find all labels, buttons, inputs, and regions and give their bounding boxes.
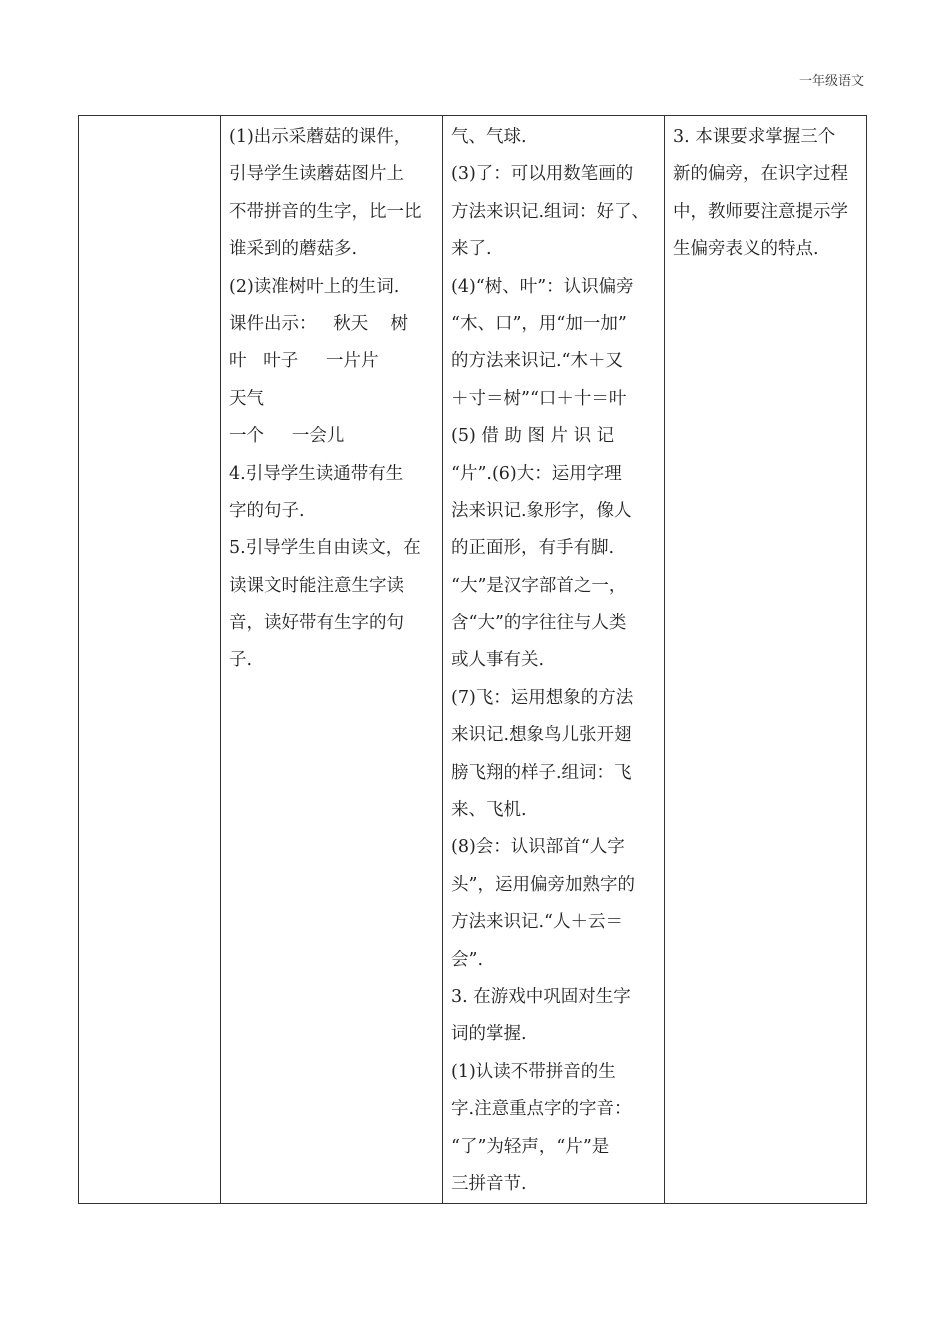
text-line: “大”是汉字部首之一，	[451, 575, 627, 596]
text-line: 的方法来识记.“木＋又	[451, 351, 624, 372]
text-line: 方法来识记.组词：好了、	[451, 201, 650, 222]
cell-content	[443, 116, 664, 1203]
text-line: 一个 一会儿	[229, 426, 345, 447]
text-line: 谁采到的蘑菇多.	[229, 239, 358, 260]
text-line: 来识记.想象鸟儿张开翅	[451, 725, 632, 746]
text-line: (3)了：可以用数笔画的	[451, 164, 634, 185]
text-line: (1)认读不带拼音的生	[451, 1061, 616, 1082]
text-line: “了”为轻声，“片”是	[451, 1136, 610, 1157]
text-line: “木、口”，用“加一加”	[451, 313, 627, 334]
text-line: 含“大”的字往往与人类	[451, 613, 627, 634]
page-header-subject: 一年级语文	[798, 74, 864, 89]
text-line: 音，读好带有生字的句	[229, 613, 404, 634]
table-cell-column-1	[79, 116, 221, 1204]
text-line: ＋寸＝树”“口＋十＝叶	[451, 388, 627, 409]
text-line: 头”，运用偏旁加熟字的	[451, 874, 635, 895]
text-line: 叶 叶子 一片片	[229, 351, 379, 372]
text-line: 会”.	[451, 949, 484, 970]
text-line: 子.	[229, 650, 253, 671]
text-line: 读课文时能注意生字读	[229, 575, 404, 596]
text-line: (2)读准树叶上的生词.	[229, 276, 400, 297]
text-line: 生偏旁表义的特点.	[673, 239, 819, 260]
text-line: 引导学生读蘑菇图片上	[229, 164, 404, 185]
text-line: 来了.	[451, 239, 492, 260]
text-line: 三拼音节.	[451, 1173, 527, 1194]
text-line: 课件出示： 秋天 树	[229, 313, 408, 334]
table-cell-teacher-activity	[221, 116, 443, 1204]
text-line: 不带拼音的生字，比一比	[229, 201, 422, 222]
text-line: 新的偏旁，在识字过程	[673, 164, 848, 185]
text-line: 或人事有关.	[451, 650, 545, 671]
text-line: 5.引导学生自由读文，在	[229, 538, 421, 559]
table-cell-design-intent	[665, 116, 867, 1204]
text-line: 字的句子.	[229, 500, 305, 521]
lesson-plan-table	[78, 115, 867, 1204]
text-line: 词的掌握.	[451, 1024, 527, 1045]
text-line: “片”.(6)大：运用字理	[451, 463, 622, 484]
text-line: 3. 本课要求掌握三个	[673, 127, 836, 147]
cell-content	[665, 116, 866, 269]
text-line: 天气	[229, 388, 264, 409]
text-line: 方法来识记.“人＋云＝	[451, 912, 624, 933]
cell-content	[221, 116, 442, 680]
text-line: 的正面形，有手有脚.	[451, 538, 615, 559]
text-line: 3. 在游戏中巩固对生字	[451, 986, 631, 1007]
text-line: (5) 借 助 图 片 识 记	[451, 426, 615, 447]
table-row	[79, 116, 867, 1204]
text-line: 膀飞翔的样子.组词：飞	[451, 762, 632, 783]
text-line: (1)出示采蘑菇的课件，	[229, 127, 412, 147]
text-line: 中，教师要注意提示学	[673, 201, 848, 222]
table-cell-student-activity	[443, 116, 665, 1204]
text-line: (8)会：认识部首“人字	[451, 837, 625, 858]
text-line: (7)飞：运用想象的方法	[451, 687, 634, 708]
cell-content	[79, 116, 220, 119]
text-line: 字.注意重点字的字音：	[451, 1099, 632, 1120]
text-line: 4.引导学生读通带有生	[229, 463, 404, 484]
text-line: 气、气球.	[451, 127, 527, 147]
text-line: 法来识记.象形字，像人	[451, 500, 632, 521]
text-line: (4)“树、叶”：认识偏旁	[451, 276, 634, 297]
text-line: 来、飞机.	[451, 800, 527, 821]
